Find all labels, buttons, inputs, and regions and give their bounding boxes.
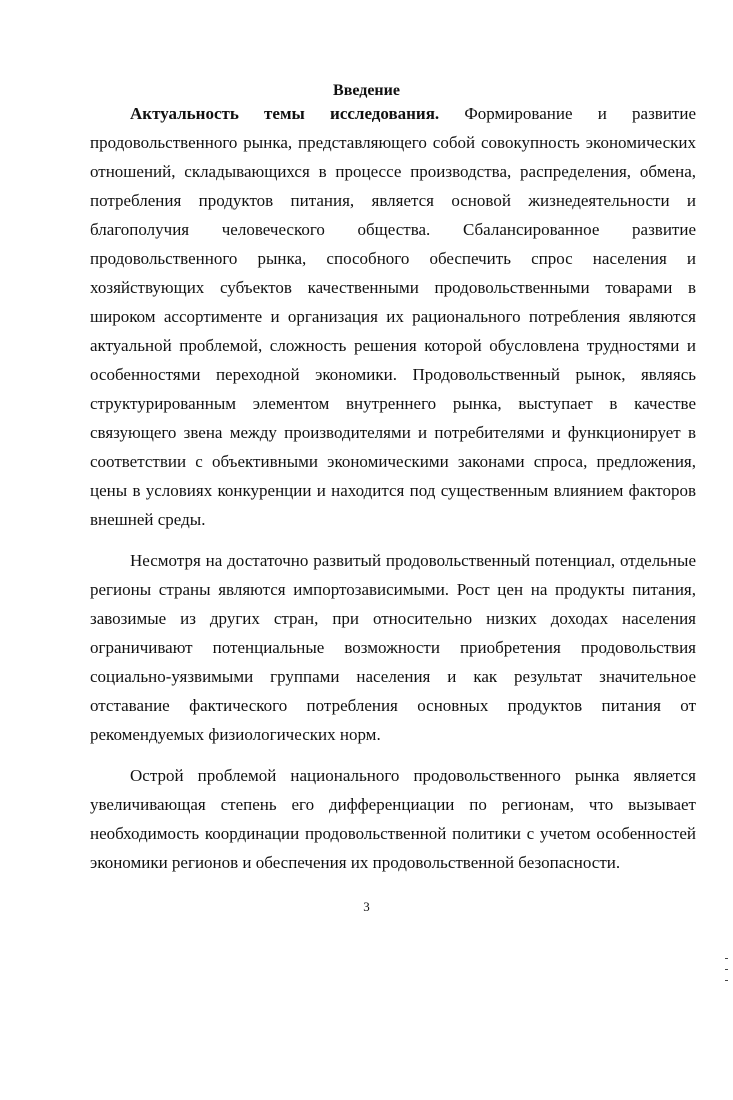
paragraph-lead: Актуальность темы исследования. — [130, 104, 440, 123]
scan-mark — [725, 969, 728, 970]
paragraph-text: Формирование и развитие продовольственного рынка, представляющего собой совокупность экономических отношений, складывающихся в процессе производства, распределения, обмена, потребления продуктов питания, является основой жизнедеятельности и благополучия человеческого общества. Сбалансированное развитие продовольственного рынка, способного обеспечить спрос населения и хозяйствующих субъектов качественными продовольственными товарами в широком ассортименте и организация их рационального потребления являются актуальной проблемой, сложность решения которой обусловлена трудностями и особенностями переходной экономики. Продовольственный рынок, являясь структурированным элементом внутреннего рынка, выступает в качестве связующего звена между производителями и потребителями и функционирует в соответствии с объективными экономическими законами спроса, предложения, цены в условиях конкуренции и находится под существенным влиянием факторов внешней среды. — [90, 104, 696, 529]
scan-mark — [725, 980, 728, 981]
scan-edge-marks — [725, 958, 729, 991]
paragraph-relevance — [90, 99, 696, 534]
scan-mark — [725, 958, 728, 959]
page-number: 3 — [363, 899, 370, 914]
body-text — [90, 99, 696, 877]
paragraph-import-dependence: Несмотря на достаточно развитый продовольственный потенциал, отдельные регионы страны являются импортозависимыми. Рост цен на продукты питания, завозимые из других стран, при относительно низких доходах населения ограничивают потенциальные возможности приобретения продовольствия социально-уязвимыми группами населения и как результат значительное отставание фактического потребления основных продуктов питания от рекомендуемых физиологических норм. — [90, 551, 696, 744]
paragraph-regional-differentiation: Острой проблемой национального продовольственного рынка является увеличивающая степень его дифференциации по регионам, что вызывает необходимость координации продовольственной политики с учетом особенностей экономики регионов и обеспечения их продовольственной безопасности. — [90, 766, 696, 872]
section-title: Введение — [333, 82, 400, 99]
